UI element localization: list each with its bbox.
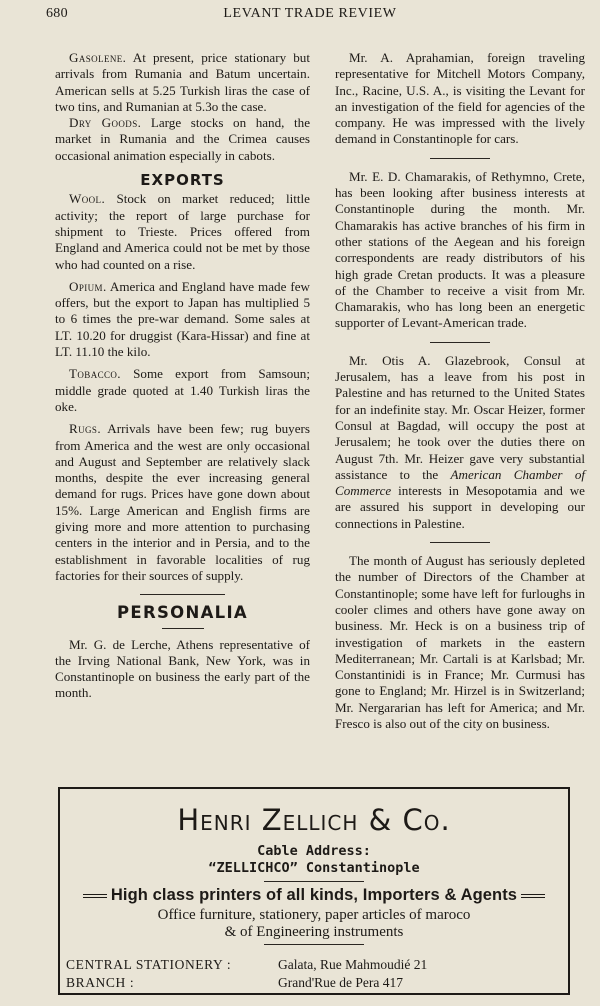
chamarakis-paragraph: Mr. E. D. Chamarakis, of Rethymno, Crete, has been looking after business interests at Constantinople during the month. Mr. Chamarakis has active branches of his firm in other stations of the Aegean and his foreign correspondents are ready distributors of his high grade Cretan products. It was a pleasure of the Chamber to receive a visit from Mr. Chamarakis, who has long been an energetic supporter of Levant-American trade. (335, 168, 585, 331)
ad-branch-label: BRANCH : (66, 975, 135, 990)
ad-cable-value: “ZELLICHCO” Constantinople (208, 860, 420, 876)
dry-goods-label: Dry Goods. (69, 115, 142, 131)
rugs-text: Arrivals have been few; rug buyers from America and the west are only occasional and August and September are relatively slack months, despite the ever increasing general demand for rugs. Prices have gone down about 15%. Large American and English firms are giving more and more attention to purchasing centers in the interior and in Persia, and to the establishment in favorable localities of rug factories for their sources of supply. (55, 421, 310, 583)
paragraph-divider (430, 158, 490, 159)
personalia-heading: PERSONALIA (117, 603, 248, 623)
rugs-label: Rugs. (69, 421, 102, 437)
paragraph-divider (430, 542, 490, 543)
aprahamian-paragraph: Mr. A. Aprahamian, foreign traveling representative for Mitchell Motors Company, Inc., Racine, U.S. A., is visiting the Levant for an investigation of the field for agencies of the company. He was impressed with the lively demand in Constantinople for cars. (335, 50, 585, 147)
wool-text: Stock on market reduced; little activity; the report of large purchase for shipment to Trieste. Prices offered from England and America could not be met by those who had counted on a rise. (55, 191, 310, 272)
tobacco-label: Tobacco. (69, 366, 121, 382)
gasolene-text: At present, price stationary but arrivals from Rumania and Batum uncertain. American sells at 5.25 Turkish liras the case of two tins, and Rumanian at 5.3o the case. (55, 50, 310, 114)
opium-text: America and England have made few offers, but the export to Japan has multiplied 5 to 6 times the pre-war demand. Some sales at LT. 10.20 for druggist (Kara-Hissar) and fine at LT. 11.10 the kilo. (55, 278, 310, 360)
wool-label: Wool. (69, 191, 106, 207)
august-paragraph: The month of August has seriously depleted the number of Directors of the Chamber at Constantinople; some have left for furloughs in cooler climes and others have gone away on business. Mr. Heck is on a business trip of investigation of markets in the eastern Mediterranean; Mr. Cartali is at Karlsbad; Mr. Constantinidi is in France; Mr. Curmusi has gone to England; Mr. Hirzel is in Switzerland; Mr. Nergararian has left for America; and Mr. Fresco is also out of the city on business. (335, 553, 585, 731)
section-divider (140, 594, 225, 595)
ad-office-line-1: Office furniture, stationery, paper articles of maroco (157, 907, 471, 923)
ad-company-name: Henri Zellich & Co. (177, 803, 451, 837)
gasolene-paragraph (55, 50, 310, 115)
wool-paragraph (55, 191, 310, 272)
rugs-paragraph (55, 421, 310, 584)
double-rule-ornament (83, 894, 107, 898)
glazebrook-paragraph (335, 353, 585, 532)
dry-goods-text: Large stocks on hand, the market in Rumania and the Crimea causes occasional animation especially in cabots. (55, 115, 311, 163)
page-number: 680 (46, 6, 68, 21)
ad-printers-text: High class printers of all kinds, Importers & Agents (110, 886, 518, 904)
left-column (55, 50, 310, 702)
ad-central-label: CENTRAL STATIONERY : (66, 957, 232, 972)
running-title: LEVANT TRADE REVIEW (223, 6, 397, 21)
tobacco-paragraph (55, 366, 310, 415)
glazebrook-text-1: Mr. Otis A. Glazebrook, Consul at Jerusalem, has a leave from his post in Palestine and has returned to the United States for an indefinite stay. Mr. Oscar Heizer, former Consul at Bagdad, will occupy the post at Jerusalem; he took over the duties there on August 7th. Mr. Heizer gave very substantial assistance to the (335, 352, 585, 482)
ad-printers-line (60, 886, 568, 905)
double-rule-ornament (521, 894, 545, 898)
ad-central-value: Galata, Rue Mahmoudié 21 (278, 957, 428, 972)
dry-goods-paragraph (55, 115, 310, 164)
section-divider (162, 628, 204, 629)
gasolene-label: Gasolene. (69, 50, 127, 65)
ad-divider (264, 881, 364, 882)
ad-cable-label: Cable Address: (257, 843, 371, 859)
glazebrook-text-2: interests in Mesopotamia and we are assured his support in developing our connections in Palestine. (335, 483, 585, 531)
ad-branch-value: Grand'Rue de Pera 417 (278, 975, 404, 990)
ad-office-line-2: & of Engineering instruments (224, 924, 404, 940)
opium-label: Opium. (69, 278, 107, 294)
lerche-paragraph: Mr. G. de Lerche, Athens representative of the Irving National Bank, New York, was in Constantinople on business the early part of the month. (55, 636, 310, 701)
paragraph-divider (430, 342, 490, 343)
tobacco-text: Some export from Samsoun; middle grade quoted at 1.40 Turkish liras the oke. (55, 366, 310, 414)
ad-divider (264, 944, 364, 945)
opium-paragraph (55, 279, 310, 360)
zellich-advertisement (58, 787, 570, 995)
right-column (335, 50, 585, 732)
exports-heading: EXPORTS (140, 171, 225, 190)
glazebrook-italic: American Chamber of Commerce (335, 466, 586, 499)
